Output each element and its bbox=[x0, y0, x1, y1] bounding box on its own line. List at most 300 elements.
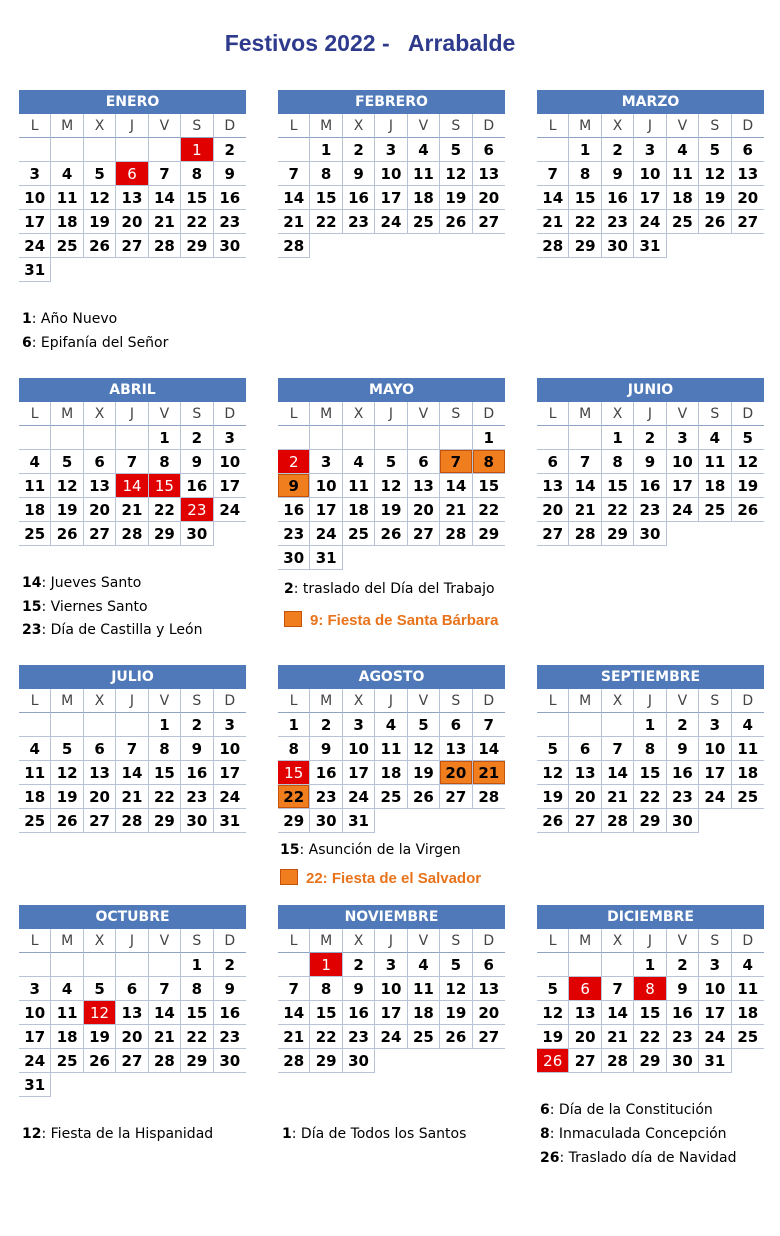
day-cell: 26 bbox=[732, 498, 764, 522]
day-cell: 27 bbox=[116, 234, 148, 258]
day-cell: 8 bbox=[149, 450, 181, 474]
day-cell: 2 bbox=[214, 953, 246, 977]
day-cell: 31 bbox=[699, 1049, 731, 1073]
day-cell: 24 bbox=[699, 785, 731, 809]
weekday-header: J bbox=[375, 402, 407, 426]
day-cell: 15 bbox=[569, 186, 601, 210]
day-cell: 10 bbox=[343, 737, 375, 761]
day-cell: 31 bbox=[310, 546, 342, 570]
weekday-header: V bbox=[667, 402, 699, 426]
day-cell: 29 bbox=[149, 522, 181, 546]
day-cell: 28 bbox=[602, 1049, 634, 1073]
holiday-day-cell: 12 bbox=[84, 1001, 116, 1025]
day-cell: 15 bbox=[149, 761, 181, 785]
local-holiday-legend-icon bbox=[284, 611, 302, 627]
weekday-header: S bbox=[699, 114, 731, 138]
day-cell: 6 bbox=[473, 953, 505, 977]
day-cell: 11 bbox=[375, 737, 407, 761]
day-cell: 13 bbox=[84, 474, 116, 498]
day-cell: 11 bbox=[408, 977, 440, 1001]
weekday-header: X bbox=[343, 689, 375, 713]
local-holiday-day-cell: 22 bbox=[278, 785, 310, 809]
day-cell: 10 bbox=[19, 186, 51, 210]
month-febrero bbox=[278, 90, 505, 258]
note-abril-14: 14: Jueves Santo bbox=[22, 575, 142, 591]
weekday-header: X bbox=[343, 114, 375, 138]
weekday-header: D bbox=[732, 402, 764, 426]
day-cell: 7 bbox=[537, 162, 569, 186]
day-cell: 5 bbox=[699, 138, 731, 162]
day-cell: 29 bbox=[634, 1049, 666, 1073]
empty-cell bbox=[537, 713, 569, 737]
day-cell: 23 bbox=[278, 522, 310, 546]
day-cell: 11 bbox=[343, 474, 375, 498]
day-cell: 20 bbox=[84, 498, 116, 522]
day-cell: 18 bbox=[408, 1001, 440, 1025]
day-cell: 21 bbox=[569, 498, 601, 522]
day-cell: 6 bbox=[569, 737, 601, 761]
weekday-header: L bbox=[537, 402, 569, 426]
day-cell: 7 bbox=[569, 450, 601, 474]
day-cell: 30 bbox=[214, 1049, 246, 1073]
day-cell: 14 bbox=[602, 1001, 634, 1025]
month-header: ENERO bbox=[19, 90, 246, 114]
empty-cell bbox=[278, 138, 310, 162]
day-cell: 1 bbox=[602, 426, 634, 450]
month-days-grid bbox=[537, 114, 764, 258]
empty-cell bbox=[149, 138, 181, 162]
day-cell: 8 bbox=[634, 737, 666, 761]
empty-cell bbox=[440, 426, 472, 450]
empty-cell bbox=[310, 426, 342, 450]
day-cell: 6 bbox=[116, 977, 148, 1001]
month-junio bbox=[537, 378, 764, 546]
empty-cell bbox=[19, 713, 51, 737]
day-cell: 31 bbox=[214, 809, 246, 833]
day-cell: 13 bbox=[84, 761, 116, 785]
day-cell: 28 bbox=[569, 522, 601, 546]
day-cell: 9 bbox=[214, 162, 246, 186]
day-cell: 25 bbox=[732, 1025, 764, 1049]
empty-cell bbox=[51, 953, 83, 977]
weekday-header: V bbox=[149, 402, 181, 426]
day-cell: 27 bbox=[84, 809, 116, 833]
day-cell: 9 bbox=[667, 977, 699, 1001]
weekday-header: V bbox=[408, 689, 440, 713]
day-cell: 7 bbox=[116, 737, 148, 761]
note-diciembre-8: 8: Inmaculada Concepción bbox=[540, 1126, 727, 1142]
weekday-header: J bbox=[375, 114, 407, 138]
day-cell: 18 bbox=[343, 498, 375, 522]
weekday-header: M bbox=[51, 114, 83, 138]
day-cell: 31 bbox=[19, 258, 51, 282]
day-cell: 5 bbox=[51, 450, 83, 474]
local-holiday-day-cell: 9 bbox=[278, 474, 310, 498]
weekday-header: V bbox=[408, 929, 440, 953]
holiday-day-cell: 8 bbox=[634, 977, 666, 1001]
day-cell: 11 bbox=[51, 186, 83, 210]
day-cell: 13 bbox=[569, 761, 601, 785]
weekday-header: J bbox=[634, 929, 666, 953]
day-cell: 5 bbox=[440, 138, 472, 162]
empty-cell bbox=[149, 953, 181, 977]
local-holiday-day-cell: 7 bbox=[440, 450, 472, 474]
day-cell: 21 bbox=[149, 210, 181, 234]
day-cell: 8 bbox=[602, 450, 634, 474]
day-cell: 12 bbox=[440, 162, 472, 186]
day-cell: 24 bbox=[214, 498, 246, 522]
day-cell: 20 bbox=[84, 785, 116, 809]
day-cell: 4 bbox=[51, 162, 83, 186]
day-cell: 21 bbox=[116, 498, 148, 522]
day-cell: 24 bbox=[19, 1049, 51, 1073]
day-cell: 12 bbox=[732, 450, 764, 474]
weekday-header: L bbox=[537, 929, 569, 953]
day-cell: 3 bbox=[375, 953, 407, 977]
month-header: SEPTIEMBRE bbox=[537, 665, 764, 689]
day-cell: 12 bbox=[84, 186, 116, 210]
day-cell: 5 bbox=[537, 737, 569, 761]
day-cell: 7 bbox=[602, 737, 634, 761]
month-days-grid bbox=[19, 114, 246, 282]
page-title: Festivos 2022 - Arrabalde bbox=[224, 30, 516, 56]
day-cell: 10 bbox=[19, 1001, 51, 1025]
holiday-day-cell: 1 bbox=[181, 138, 213, 162]
day-cell: 2 bbox=[343, 138, 375, 162]
day-cell: 24 bbox=[634, 210, 666, 234]
day-cell: 5 bbox=[440, 953, 472, 977]
day-cell: 22 bbox=[181, 210, 213, 234]
day-cell: 17 bbox=[375, 1001, 407, 1025]
empty-cell bbox=[116, 426, 148, 450]
day-cell: 28 bbox=[440, 522, 472, 546]
day-cell: 12 bbox=[699, 162, 731, 186]
month-days-grid bbox=[278, 114, 505, 258]
day-cell: 1 bbox=[634, 713, 666, 737]
day-cell: 3 bbox=[667, 426, 699, 450]
weekday-header: D bbox=[214, 402, 246, 426]
day-cell: 15 bbox=[181, 186, 213, 210]
day-cell: 8 bbox=[181, 162, 213, 186]
day-cell: 4 bbox=[408, 138, 440, 162]
day-cell: 29 bbox=[602, 522, 634, 546]
day-cell: 27 bbox=[537, 522, 569, 546]
day-cell: 4 bbox=[375, 713, 407, 737]
holiday-day-cell: 15 bbox=[149, 474, 181, 498]
day-cell: 2 bbox=[634, 426, 666, 450]
day-cell: 16 bbox=[214, 186, 246, 210]
day-cell: 25 bbox=[732, 785, 764, 809]
weekday-header: S bbox=[440, 689, 472, 713]
month-header: DICIEMBRE bbox=[537, 905, 764, 929]
weekday-header: S bbox=[440, 402, 472, 426]
holiday-day-cell: 15 bbox=[278, 761, 310, 785]
day-cell: 27 bbox=[473, 1025, 505, 1049]
day-cell: 17 bbox=[667, 474, 699, 498]
day-cell: 20 bbox=[408, 498, 440, 522]
weekday-header: S bbox=[699, 689, 731, 713]
day-cell: 28 bbox=[116, 522, 148, 546]
day-cell: 20 bbox=[569, 1025, 601, 1049]
day-cell: 16 bbox=[214, 1001, 246, 1025]
day-cell: 4 bbox=[732, 713, 764, 737]
weekday-header: V bbox=[408, 402, 440, 426]
day-cell: 15 bbox=[634, 1001, 666, 1025]
day-cell: 5 bbox=[408, 713, 440, 737]
day-cell: 22 bbox=[310, 1025, 342, 1049]
day-cell: 10 bbox=[634, 162, 666, 186]
day-cell: 10 bbox=[214, 450, 246, 474]
day-cell: 25 bbox=[375, 785, 407, 809]
day-cell: 5 bbox=[84, 977, 116, 1001]
day-cell: 14 bbox=[116, 761, 148, 785]
day-cell: 15 bbox=[310, 186, 342, 210]
weekday-header: X bbox=[602, 114, 634, 138]
day-cell: 30 bbox=[310, 809, 342, 833]
day-cell: 11 bbox=[699, 450, 731, 474]
day-cell: 28 bbox=[149, 234, 181, 258]
day-cell: 14 bbox=[149, 1001, 181, 1025]
day-cell: 19 bbox=[375, 498, 407, 522]
day-cell: 1 bbox=[473, 426, 505, 450]
day-cell: 23 bbox=[634, 498, 666, 522]
empty-cell bbox=[408, 426, 440, 450]
day-cell: 25 bbox=[408, 210, 440, 234]
holiday-day-cell: 6 bbox=[116, 162, 148, 186]
weekday-header: D bbox=[473, 689, 505, 713]
weekday-header: L bbox=[19, 402, 51, 426]
local-holiday-day-cell: 20 bbox=[440, 761, 472, 785]
day-cell: 18 bbox=[732, 761, 764, 785]
day-cell: 6 bbox=[537, 450, 569, 474]
day-cell: 3 bbox=[214, 713, 246, 737]
day-cell: 6 bbox=[440, 713, 472, 737]
day-cell: 7 bbox=[149, 162, 181, 186]
weekday-header: L bbox=[278, 114, 310, 138]
weekday-header: X bbox=[343, 929, 375, 953]
day-cell: 18 bbox=[375, 761, 407, 785]
weekday-header: V bbox=[408, 114, 440, 138]
weekday-header: D bbox=[732, 689, 764, 713]
day-cell: 14 bbox=[537, 186, 569, 210]
day-cell: 29 bbox=[569, 234, 601, 258]
day-cell: 7 bbox=[278, 977, 310, 1001]
day-cell: 15 bbox=[634, 761, 666, 785]
empty-cell bbox=[569, 713, 601, 737]
day-cell: 7 bbox=[602, 977, 634, 1001]
day-cell: 9 bbox=[343, 162, 375, 186]
day-cell: 4 bbox=[408, 953, 440, 977]
day-cell: 30 bbox=[181, 809, 213, 833]
day-cell: 9 bbox=[310, 737, 342, 761]
local-holiday-day-cell: 8 bbox=[473, 450, 505, 474]
holiday-day-cell: 26 bbox=[537, 1049, 569, 1073]
day-cell: 26 bbox=[84, 1049, 116, 1073]
day-cell: 16 bbox=[634, 474, 666, 498]
day-cell: 25 bbox=[699, 498, 731, 522]
weekday-header: M bbox=[569, 114, 601, 138]
day-cell: 18 bbox=[408, 186, 440, 210]
empty-cell bbox=[84, 713, 116, 737]
day-cell: 2 bbox=[310, 713, 342, 737]
day-cell: 20 bbox=[569, 785, 601, 809]
month-header: OCTUBRE bbox=[19, 905, 246, 929]
day-cell: 12 bbox=[537, 761, 569, 785]
month-days-grid bbox=[537, 929, 764, 1073]
month-days-grid bbox=[278, 402, 505, 570]
day-cell: 10 bbox=[375, 977, 407, 1001]
day-cell: 5 bbox=[732, 426, 764, 450]
day-cell: 17 bbox=[375, 186, 407, 210]
day-cell: 21 bbox=[602, 1025, 634, 1049]
day-cell: 29 bbox=[278, 809, 310, 833]
day-cell: 3 bbox=[310, 450, 342, 474]
day-cell: 30 bbox=[214, 234, 246, 258]
day-cell: 4 bbox=[19, 737, 51, 761]
day-cell: 29 bbox=[181, 1049, 213, 1073]
day-cell: 22 bbox=[310, 210, 342, 234]
weekday-header: L bbox=[537, 689, 569, 713]
holiday-day-cell: 1 bbox=[310, 953, 342, 977]
day-cell: 18 bbox=[51, 210, 83, 234]
empty-cell bbox=[19, 953, 51, 977]
day-cell: 13 bbox=[473, 162, 505, 186]
day-cell: 16 bbox=[310, 761, 342, 785]
month-days-grid bbox=[19, 689, 246, 833]
day-cell: 22 bbox=[181, 1025, 213, 1049]
day-cell: 23 bbox=[602, 210, 634, 234]
month-header: AGOSTO bbox=[278, 665, 505, 689]
holiday-day-cell: 6 bbox=[569, 977, 601, 1001]
day-cell: 2 bbox=[343, 953, 375, 977]
day-cell: 3 bbox=[634, 138, 666, 162]
holiday-day-cell: 14 bbox=[116, 474, 148, 498]
day-cell: 15 bbox=[181, 1001, 213, 1025]
day-cell: 13 bbox=[408, 474, 440, 498]
day-cell: 3 bbox=[343, 713, 375, 737]
weekday-header: M bbox=[310, 689, 342, 713]
day-cell: 25 bbox=[19, 809, 51, 833]
day-cell: 10 bbox=[699, 977, 731, 1001]
day-cell: 24 bbox=[375, 210, 407, 234]
day-cell: 17 bbox=[699, 1001, 731, 1025]
day-cell: 3 bbox=[375, 138, 407, 162]
day-cell: 10 bbox=[699, 737, 731, 761]
day-cell: 25 bbox=[343, 522, 375, 546]
day-cell: 25 bbox=[51, 234, 83, 258]
weekday-header: V bbox=[149, 114, 181, 138]
day-cell: 30 bbox=[634, 522, 666, 546]
day-cell: 7 bbox=[149, 977, 181, 1001]
day-cell: 8 bbox=[278, 737, 310, 761]
day-cell: 17 bbox=[214, 761, 246, 785]
weekday-header: S bbox=[440, 114, 472, 138]
day-cell: 6 bbox=[84, 737, 116, 761]
day-cell: 21 bbox=[278, 210, 310, 234]
day-cell: 16 bbox=[343, 1001, 375, 1025]
weekday-header: M bbox=[310, 402, 342, 426]
month-mayo bbox=[278, 378, 505, 570]
weekday-header: V bbox=[667, 929, 699, 953]
note-mayo-2: 2: traslado del Día del Trabajo bbox=[284, 581, 495, 597]
day-cell: 2 bbox=[667, 953, 699, 977]
day-cell: 26 bbox=[440, 1025, 472, 1049]
day-cell: 22 bbox=[602, 498, 634, 522]
day-cell: 24 bbox=[19, 234, 51, 258]
day-cell: 8 bbox=[310, 977, 342, 1001]
day-cell: 1 bbox=[181, 953, 213, 977]
day-cell: 6 bbox=[473, 138, 505, 162]
local-holiday-legend-icon bbox=[280, 869, 298, 885]
day-cell: 11 bbox=[732, 977, 764, 1001]
weekday-header: M bbox=[569, 402, 601, 426]
day-cell: 18 bbox=[51, 1025, 83, 1049]
day-cell: 23 bbox=[667, 785, 699, 809]
day-cell: 3 bbox=[699, 713, 731, 737]
day-cell: 7 bbox=[116, 450, 148, 474]
day-cell: 14 bbox=[149, 186, 181, 210]
day-cell: 19 bbox=[537, 1025, 569, 1049]
note-noviembre-1: 1: Día de Todos los Santos bbox=[282, 1126, 467, 1142]
weekday-header: S bbox=[181, 689, 213, 713]
note-agosto-15: 15: Asunción de la Virgen bbox=[280, 842, 461, 858]
empty-cell bbox=[84, 138, 116, 162]
weekday-header: L bbox=[19, 929, 51, 953]
day-cell: 26 bbox=[51, 809, 83, 833]
day-cell: 10 bbox=[214, 737, 246, 761]
day-cell: 19 bbox=[84, 210, 116, 234]
day-cell: 17 bbox=[699, 761, 731, 785]
day-cell: 3 bbox=[19, 162, 51, 186]
empty-cell bbox=[569, 953, 601, 977]
weekday-header: J bbox=[634, 114, 666, 138]
day-cell: 19 bbox=[408, 761, 440, 785]
day-cell: 25 bbox=[667, 210, 699, 234]
weekday-header: S bbox=[181, 114, 213, 138]
day-cell: 17 bbox=[19, 1025, 51, 1049]
day-cell: 14 bbox=[440, 474, 472, 498]
day-cell: 21 bbox=[116, 785, 148, 809]
day-cell: 26 bbox=[375, 522, 407, 546]
note-agosto-local: 22: Fiesta de el Salvador bbox=[280, 869, 481, 887]
month-enero bbox=[19, 90, 246, 282]
day-cell: 28 bbox=[278, 1049, 310, 1073]
weekday-header: J bbox=[634, 689, 666, 713]
day-cell: 25 bbox=[51, 1049, 83, 1073]
day-cell: 26 bbox=[699, 210, 731, 234]
local-holiday-day-cell: 21 bbox=[473, 761, 505, 785]
day-cell: 17 bbox=[310, 498, 342, 522]
day-cell: 8 bbox=[569, 162, 601, 186]
day-cell: 18 bbox=[732, 1001, 764, 1025]
weekday-header: L bbox=[19, 114, 51, 138]
weekday-header: V bbox=[149, 929, 181, 953]
month-noviembre bbox=[278, 905, 505, 1073]
day-cell: 17 bbox=[19, 210, 51, 234]
day-cell: 1 bbox=[310, 138, 342, 162]
day-cell: 14 bbox=[278, 186, 310, 210]
day-cell: 8 bbox=[310, 162, 342, 186]
day-cell: 22 bbox=[569, 210, 601, 234]
weekday-header: X bbox=[602, 402, 634, 426]
empty-cell bbox=[343, 426, 375, 450]
day-cell: 29 bbox=[149, 809, 181, 833]
day-cell: 5 bbox=[537, 977, 569, 1001]
empty-cell bbox=[602, 953, 634, 977]
day-cell: 20 bbox=[537, 498, 569, 522]
empty-cell bbox=[375, 426, 407, 450]
month-days-grid bbox=[19, 402, 246, 546]
